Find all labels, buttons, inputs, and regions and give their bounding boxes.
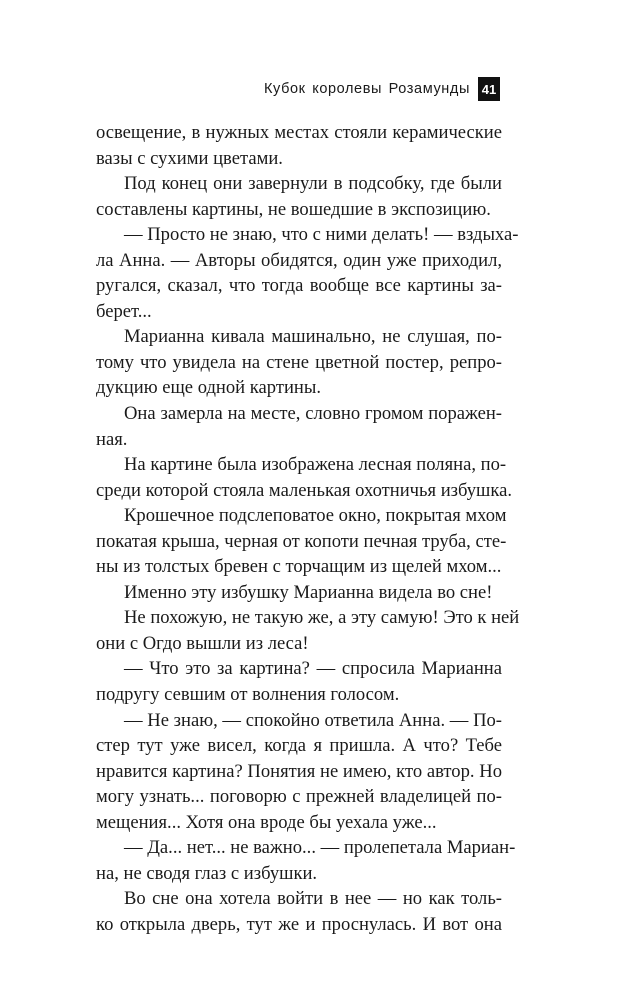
text-line: покатая крыша, черная от копоти печная труба, сте- <box>96 530 507 552</box>
text-line: среди которой стояла маленькая охотничья избушка. <box>96 479 513 501</box>
text-line: подругу севшим от волнения голосом. <box>96 684 400 706</box>
text-line: Во сне она хотела войти в нее — но как толь- <box>124 888 502 910</box>
text-line: Марианна кивала машинально, не слушая, по- <box>124 326 502 348</box>
text-line: Именно эту избушку Марианна видела во сне! <box>124 581 493 603</box>
text-line: составлены картины, не вошедшие в экспозицию. <box>96 198 491 220</box>
text-line: Она замерла на месте, словно громом поражен- <box>124 403 502 425</box>
running-title: Кубок королевы Розамунды <box>264 81 470 97</box>
text-line: мещения... Хотя она вроде бы уехала уже... <box>96 811 437 833</box>
text-line: ругался, сказал, что тогда вообще все картины за- <box>96 275 502 297</box>
text-line: ко открыла дверь, тут же и проснулась. И вот она <box>96 913 502 935</box>
running-header <box>0 77 500 101</box>
text-line: они с Огдо вышли из леса! <box>96 632 309 654</box>
page-number: 41 <box>478 77 500 101</box>
text-line: Крошечное подслеповатое окно, покрытая мхом <box>124 505 507 527</box>
text-line: — Что это за картина? — спросила Марианна <box>124 658 502 680</box>
text-line: На картине была изображена лесная поляна, по- <box>124 454 507 476</box>
text-line: — Да... нет... не важно... — пролепетала Мариан- <box>124 837 516 859</box>
text-line: вазы с сухими цветами. <box>96 147 283 169</box>
text-line: нравится картина? Понятия не имею, кто автор. Но <box>96 760 502 782</box>
text-line: — Не знаю, — спокойно ответила Анна. — По- <box>124 709 502 731</box>
text-line: ная. <box>96 428 128 450</box>
text-line: тому что увидела на стене цветной постер, репро- <box>96 351 502 373</box>
text-line: берет... <box>96 300 152 322</box>
text-line: дукцию еще одной картины. <box>96 377 321 399</box>
text-line: Под конец они завернули в подсобку, где были <box>124 173 502 195</box>
text-line: могу узнать... поговорю с прежней владелицей по- <box>96 786 502 808</box>
text-line: Не похожую, не такую же, а эту самую! Это к ней <box>124 607 520 629</box>
text-line: освещение, в нужных местах стояли керамические <box>96 122 502 143</box>
text-line: на, не сводя глаз с избушки. <box>96 862 318 884</box>
text-line: — Просто не знаю, что с ними делать! — вздыха- <box>124 224 519 246</box>
text-line: стер тут уже висел, когда я пришла. А что? Тебе <box>96 735 502 757</box>
text-line: ны из толстых бревен с торчащим из щелей мхом... <box>96 556 502 578</box>
body-text <box>96 120 520 938</box>
text-line: ла Анна. — Авторы обидятся, один уже приходил, <box>96 249 502 271</box>
